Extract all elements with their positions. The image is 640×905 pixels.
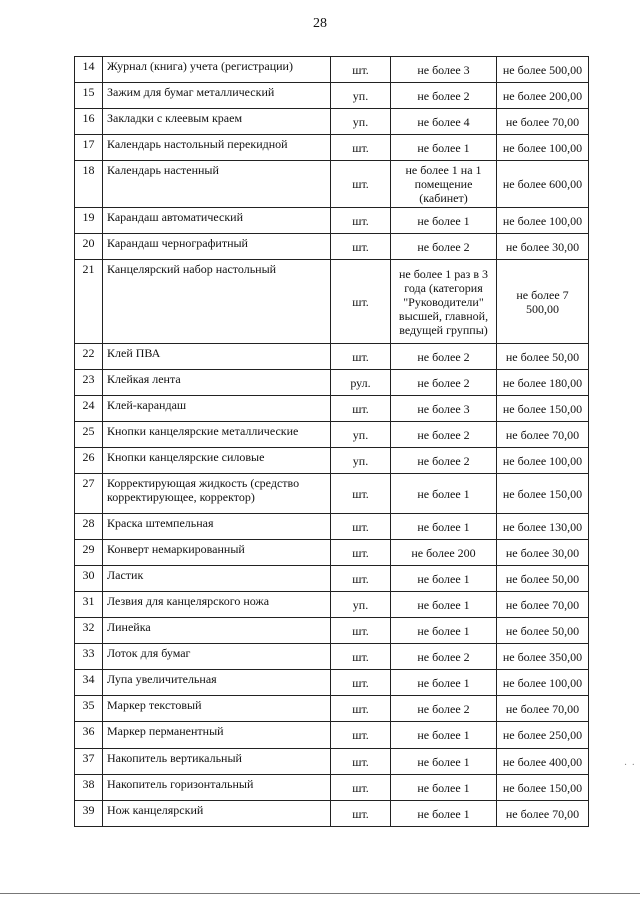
item-unit: шт. <box>331 566 391 592</box>
table-row <box>75 396 589 422</box>
row-number: 28 <box>75 514 103 540</box>
item-unit: шт. <box>331 135 391 161</box>
item-quantity: не более 2 <box>391 83 497 109</box>
row-number: 20 <box>75 234 103 260</box>
item-name: Клей ПВА <box>103 344 331 370</box>
item-unit: шт. <box>331 722 391 749</box>
item-name: Календарь настольный перекидной <box>103 135 331 161</box>
item-quantity: не более 2 <box>391 370 497 396</box>
item-name: Нож канцелярский <box>103 801 331 827</box>
row-number: 36 <box>75 722 103 749</box>
row-number: 23 <box>75 370 103 396</box>
table-row <box>75 109 589 135</box>
item-unit: шт. <box>331 540 391 566</box>
table-row <box>75 234 589 260</box>
item-name: Закладки с клеевым краем <box>103 109 331 135</box>
item-quantity: не более 1 <box>391 566 497 592</box>
item-quantity: не более 2 <box>391 344 497 370</box>
item-price: не более 70,00 <box>497 696 589 722</box>
item-unit: уп. <box>331 109 391 135</box>
item-unit: шт. <box>331 644 391 670</box>
item-name: Канцелярский набор настольный <box>103 260 331 344</box>
item-name: Зажим для бумаг металлический <box>103 83 331 109</box>
item-quantity: не более 1 <box>391 514 497 540</box>
row-number: 35 <box>75 696 103 722</box>
item-unit: шт. <box>331 234 391 260</box>
page-bottom-rule <box>0 893 640 894</box>
row-number: 21 <box>75 260 103 344</box>
row-number: 16 <box>75 109 103 135</box>
item-name: Лупа увеличительная <box>103 670 331 696</box>
item-unit: уп. <box>331 83 391 109</box>
item-quantity: не более 2 <box>391 234 497 260</box>
row-number: 32 <box>75 618 103 644</box>
item-quantity: не более 4 <box>391 109 497 135</box>
table-row <box>75 135 589 161</box>
item-name: Клей-карандаш <box>103 396 331 422</box>
row-number: 18 <box>75 161 103 208</box>
table-row <box>75 644 589 670</box>
supplies-table-body <box>75 57 589 827</box>
table-row <box>75 161 589 208</box>
item-name: Маркер текстовый <box>103 696 331 722</box>
row-number: 25 <box>75 422 103 448</box>
row-number: 39 <box>75 801 103 827</box>
row-number: 33 <box>75 644 103 670</box>
row-number: 15 <box>75 83 103 109</box>
item-name: Лезвия для канцелярского ножа <box>103 592 331 618</box>
item-name: Клейкая лента <box>103 370 331 396</box>
item-unit: уп. <box>331 422 391 448</box>
item-price: не более 30,00 <box>497 234 589 260</box>
table-row <box>75 722 589 749</box>
table-row <box>75 57 589 83</box>
page-number: 28 <box>313 16 327 31</box>
item-name: Краска штемпельная <box>103 514 331 540</box>
row-number: 24 <box>75 396 103 422</box>
item-quantity: не более 3 <box>391 396 497 422</box>
item-price: не более 150,00 <box>497 396 589 422</box>
row-number: 26 <box>75 448 103 474</box>
item-name: Корректирующая жидкость (средство корректирующее, корректор) <box>103 474 331 514</box>
item-unit: рул. <box>331 370 391 396</box>
row-number: 30 <box>75 566 103 592</box>
item-unit: шт. <box>331 344 391 370</box>
item-price: не более 50,00 <box>497 344 589 370</box>
item-price: не более 70,00 <box>497 109 589 135</box>
item-price: не более 100,00 <box>497 448 589 474</box>
item-price: не более 400,00 <box>497 749 589 775</box>
row-number: 31 <box>75 592 103 618</box>
item-price: не более 200,00 <box>497 83 589 109</box>
table-row <box>75 592 589 618</box>
item-price: не более 180,00 <box>497 370 589 396</box>
table-row <box>75 514 589 540</box>
item-price: не более 30,00 <box>497 540 589 566</box>
row-number: 27 <box>75 474 103 514</box>
table-row <box>75 566 589 592</box>
item-quantity: не более 1 <box>391 670 497 696</box>
item-price: не более 350,00 <box>497 644 589 670</box>
item-name: Ластик <box>103 566 331 592</box>
item-unit: шт. <box>331 749 391 775</box>
item-quantity: не более 2 <box>391 422 497 448</box>
item-quantity: не более 1 <box>391 801 497 827</box>
item-unit: шт. <box>331 57 391 83</box>
supplies-table <box>74 56 589 827</box>
item-price: не более 100,00 <box>497 208 589 234</box>
item-quantity: не более 1 <box>391 135 497 161</box>
item-unit: шт. <box>331 396 391 422</box>
item-price: не более 50,00 <box>497 618 589 644</box>
scan-margin-dots: · · <box>623 760 636 771</box>
item-name: Конверт немаркированный <box>103 540 331 566</box>
table-row <box>75 260 589 344</box>
item-unit: уп. <box>331 448 391 474</box>
item-name: Кнопки канцелярские силовые <box>103 448 331 474</box>
item-unit: шт. <box>331 670 391 696</box>
item-price: не более 250,00 <box>497 722 589 749</box>
item-name: Кнопки канцелярские металлические <box>103 422 331 448</box>
table-row <box>75 370 589 396</box>
item-name: Лоток для бумаг <box>103 644 331 670</box>
table-row <box>75 208 589 234</box>
item-name: Накопитель горизонтальный <box>103 775 331 801</box>
table-row <box>75 696 589 722</box>
table-row <box>75 618 589 644</box>
item-price: не более 7 500,00 <box>497 260 589 344</box>
row-number: 19 <box>75 208 103 234</box>
item-name: Маркер перманентный <box>103 722 331 749</box>
item-price: не более 130,00 <box>497 514 589 540</box>
item-quantity: не более 1 на 1 помещение (кабинет) <box>391 161 497 208</box>
item-price: не более 70,00 <box>497 592 589 618</box>
item-price: не более 70,00 <box>497 422 589 448</box>
table-row <box>75 670 589 696</box>
item-unit: шт. <box>331 618 391 644</box>
item-quantity: не более 1 <box>391 474 497 514</box>
item-unit: шт. <box>331 260 391 344</box>
table-row <box>75 801 589 827</box>
item-name: Карандаш чернографитный <box>103 234 331 260</box>
item-price: не более 70,00 <box>497 801 589 827</box>
item-unit: шт. <box>331 801 391 827</box>
item-unit: шт. <box>331 208 391 234</box>
item-quantity: не более 2 <box>391 448 497 474</box>
item-quantity: не более 3 <box>391 57 497 83</box>
item-price: не более 150,00 <box>497 474 589 514</box>
item-quantity: не более 200 <box>391 540 497 566</box>
item-unit: шт. <box>331 514 391 540</box>
row-number: 37 <box>75 749 103 775</box>
item-price: не более 600,00 <box>497 161 589 208</box>
item-unit: уп. <box>331 592 391 618</box>
item-price: не более 100,00 <box>497 670 589 696</box>
item-name: Журнал (книга) учета (регистрации) <box>103 57 331 83</box>
item-quantity: не более 1 <box>391 775 497 801</box>
item-price: не более 50,00 <box>497 566 589 592</box>
row-number: 29 <box>75 540 103 566</box>
item-unit: шт. <box>331 775 391 801</box>
item-quantity: не более 1 раз в 3 года (категория "Руководители" высшей, главной, ведущей группы) <box>391 260 497 344</box>
table-row <box>75 448 589 474</box>
item-unit: шт. <box>331 696 391 722</box>
item-price: не более 500,00 <box>497 57 589 83</box>
row-number: 14 <box>75 57 103 83</box>
row-number: 34 <box>75 670 103 696</box>
item-quantity: не более 1 <box>391 592 497 618</box>
item-name: Календарь настенный <box>103 161 331 208</box>
table-row <box>75 344 589 370</box>
item-quantity: не более 2 <box>391 644 497 670</box>
item-price: не более 150,00 <box>497 775 589 801</box>
item-quantity: не более 1 <box>391 618 497 644</box>
table-row <box>75 749 589 775</box>
item-quantity: не более 1 <box>391 208 497 234</box>
item-price: не более 100,00 <box>497 135 589 161</box>
item-quantity: не более 1 <box>391 749 497 775</box>
table-row <box>75 83 589 109</box>
item-name: Линейка <box>103 618 331 644</box>
table-row <box>75 474 589 514</box>
item-quantity: не более 2 <box>391 696 497 722</box>
table-row <box>75 775 589 801</box>
item-name: Карандаш автоматический <box>103 208 331 234</box>
row-number: 38 <box>75 775 103 801</box>
row-number: 17 <box>75 135 103 161</box>
item-name: Накопитель вертикальный <box>103 749 331 775</box>
table-row <box>75 540 589 566</box>
row-number: 22 <box>75 344 103 370</box>
item-quantity: не более 1 <box>391 722 497 749</box>
item-unit: шт. <box>331 474 391 514</box>
item-unit: шт. <box>331 161 391 208</box>
table-row <box>75 422 589 448</box>
